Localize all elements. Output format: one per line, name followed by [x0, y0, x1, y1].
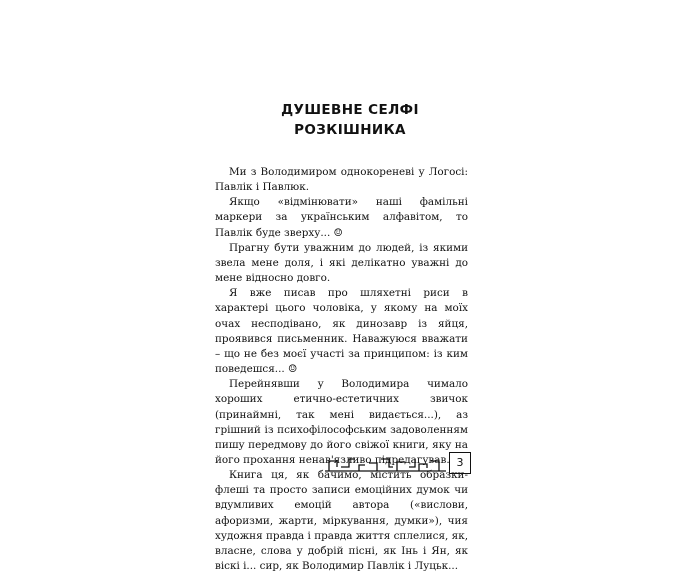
body-text [215, 165, 468, 574]
chapter-title-line-1: ДУШЕВНЕ СЕЛФІ [281, 102, 419, 118]
chapter-title-line-2: РОЗКІШНИКА [294, 122, 406, 138]
page-number: 3 [449, 452, 471, 474]
paragraph: Якщо «відмінювати» наші фамільні маркери за українським алфавітом, то Павлік буде зверху... ☺ [215, 196, 468, 239]
paragraph: Ми з Володимиром однокореневі у Логосі: Павлік і Павлюк. [215, 166, 468, 194]
paragraph: Перейнявши у Володимира чимало хороших етично-естетичних звичок (принаймні, так мені видається...), аз грішний із психофілософським задоволенням пишу передмову до його свіжої книги, яку на його прохання ненав'язливо підредагував. [215, 378, 468, 466]
paragraph: Книга ця, як бачимо, містить образки-флеші та просто записи емоційних думок чи вдумливих емоцій автора («вислови, афоризми, жарти, міркування, думки»), чия художня правда і правда життя сплелися, як, власне, слова у добрій пісні, як Інь і Ян, як віскі і... сир, як Володимир Павлік і Луцьк... [215, 469, 468, 573]
chapter-title [210, 100, 490, 140]
paragraph: Я вже писав про шляхетні риси в характері цього чоловіка, у якому на моїх очах несподівано, як динозавр із яйця, проявився письменник. Наважуюся вважати – що не без моєї участі за принципом: із ким поведешся... ☺ [215, 287, 468, 376]
paragraph: Прагну бути уважним до людей, із якими звела мене доля, і які делікатно уважні до мене відносно довго. [215, 241, 468, 285]
footer-ornament-icon [323, 453, 448, 473]
